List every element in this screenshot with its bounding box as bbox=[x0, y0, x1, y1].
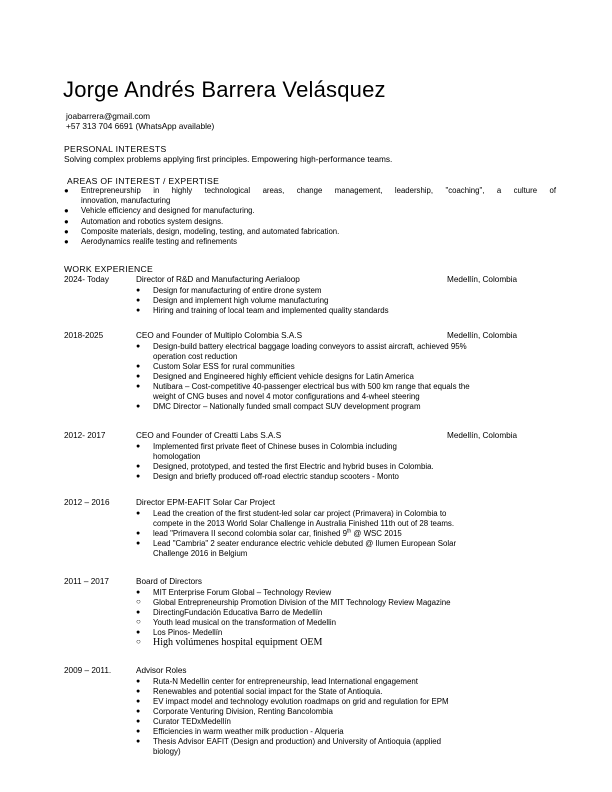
phone-text: +57 313 704 6691 (WhatsApp available) bbox=[66, 121, 215, 131]
bullet-icon: ● bbox=[136, 728, 141, 735]
bullet-icon: ● bbox=[136, 307, 141, 314]
bullet-icon: ● bbox=[136, 287, 141, 294]
bullet-icon: ● bbox=[64, 216, 69, 226]
list-item: ● Automation and robotics system designs. bbox=[64, 216, 224, 226]
personal-interests-heading: PERSONAL INTERESTS bbox=[64, 144, 167, 154]
list-item: ● Design and implement high volume manufacturing bbox=[136, 296, 329, 305]
bullet-icon: ● bbox=[136, 708, 141, 715]
bullet-icon: ● bbox=[64, 226, 69, 236]
list-item: ● Ruta-N Medellin center for entrepreneurship, lead International engagement bbox=[136, 677, 418, 686]
job-location: Medellín, Colombia bbox=[447, 275, 518, 284]
bullet-icon: ● bbox=[136, 589, 141, 596]
list-item-continuation: compete in the 2013 World Solar Challenge in Australia Finished 11th out of 28 teams. bbox=[153, 519, 455, 528]
bullet-icon: ● bbox=[136, 688, 141, 695]
list-item-continuation: weight of CNG buses and novel 4 motor configurations and 4-wheel steering bbox=[153, 392, 420, 401]
job-dates: 2011 – 2017 bbox=[64, 577, 109, 586]
job-title: Advisor Roles bbox=[136, 666, 187, 675]
list-item: ● Composite materials, design, modeling, testing, and automated fabrication. bbox=[64, 226, 340, 236]
list-item-continuation: operation cost reduction bbox=[153, 352, 238, 361]
list-item-continuation: Challenge 2016 in Belgium bbox=[153, 549, 248, 558]
resume-name: Jorge Andrés Barrera Velásquez bbox=[63, 77, 386, 102]
email-text: joabarrera@gmail.com bbox=[66, 111, 151, 121]
list-item: ● Corporate Venturing Division, Renting Bancolombia bbox=[136, 707, 333, 716]
bullet-icon: ● bbox=[136, 698, 141, 705]
bullet-icon: ● bbox=[64, 237, 69, 247]
job-title: CEO and Founder of Creatti Labs S.A.S bbox=[136, 431, 282, 440]
job-bullets bbox=[136, 677, 536, 757]
job-location: Medellín, Colombia bbox=[447, 431, 518, 440]
bullet-icon: ● bbox=[136, 373, 141, 380]
bullet-icon: ● bbox=[136, 718, 141, 725]
areas-heading: AREAS OF INTEREST / EXPERTISE bbox=[67, 176, 220, 186]
list-item: ○ Global Entrepreneurship Promotion Division of the MIT Technology Review Magazine bbox=[136, 597, 451, 607]
job-dates: 2009 – 2011. bbox=[64, 666, 112, 675]
bullet-icon: ● bbox=[136, 297, 141, 304]
list-item: ● lead "Primavera II second colombia solar car, finished 9th @ WSC 2015 bbox=[136, 528, 402, 538]
circle-bullet-icon: ○ bbox=[136, 597, 141, 606]
bullet-icon: ● bbox=[136, 403, 141, 410]
work-experience-heading: WORK EXPERIENCE bbox=[64, 264, 154, 274]
list-item: ● Lead the creation of the first student-led solar car project (Primavera) in Colombia to bbox=[136, 509, 447, 518]
bullet-icon: ● bbox=[136, 463, 141, 470]
list-item: ○ High volúmenes hospital equipment OEM bbox=[136, 637, 323, 648]
list-item: ● Los Pinos- Medellín bbox=[136, 628, 223, 637]
bullet-icon: ● bbox=[136, 363, 141, 370]
job-title: CEO and Founder of Multiplo Colombia S.A.S bbox=[136, 331, 303, 340]
circle-bullet-icon: ○ bbox=[136, 637, 141, 646]
bullet-icon: ● bbox=[64, 186, 69, 195]
job-dates: 2018-2025 bbox=[64, 331, 104, 340]
list-item: ● Curator TEDxMedellín bbox=[136, 717, 231, 726]
job-bullets bbox=[136, 509, 536, 559]
job-bullets bbox=[136, 342, 536, 412]
bullet-icon: ● bbox=[136, 530, 141, 537]
job-title: Director EPM-EAFIT Solar Car Project bbox=[136, 498, 276, 507]
list-item: ● Aerodynamics realife testing and refinements bbox=[64, 237, 238, 247]
circle-bullet-icon: ○ bbox=[136, 617, 141, 626]
bullet-icon: ● bbox=[136, 443, 141, 450]
list-item: ● Hiring and training of local team and implemented quality standards bbox=[136, 306, 389, 315]
bullet-icon: ● bbox=[64, 206, 69, 216]
job-dates: 2012- 2017 bbox=[64, 431, 106, 440]
list-item: ● Designed, prototyped, and tested the first Electric and hybrid buses in Colombia. bbox=[136, 462, 434, 471]
list-item: ● Nutibara – Cost-competitive 40-passenger electrical bus with 500 km range that equals the bbox=[136, 382, 470, 391]
job-location: Medellín, Colombia bbox=[447, 331, 518, 340]
list-item: ● Custom Solar ESS for rural communities bbox=[136, 362, 295, 371]
bullet-icon: ● bbox=[136, 343, 141, 350]
areas-list bbox=[64, 186, 556, 247]
list-item-continuation: biology) bbox=[153, 747, 181, 756]
bullet-icon: ● bbox=[136, 510, 141, 517]
list-item: ● DirectingFundación Educativa Barro de Medellín bbox=[136, 608, 323, 617]
list-item: ● Renewables and potential social impact for the State of Antioquia. bbox=[136, 687, 383, 696]
list-item: ● EV impact model and technology evolution roadmaps on grid and regulation for EPM bbox=[136, 697, 449, 706]
personal-interests-text: Solving complex problems applying first principles. Empowering high-performance teams. bbox=[64, 154, 393, 164]
bullet-icon: ● bbox=[136, 383, 141, 390]
bullet-icon: ● bbox=[136, 738, 141, 745]
list-item: ● Lead "Cambria" 2 seater endurance electric vehicle debuted @ Ilumen European Solar bbox=[136, 539, 457, 548]
list-item-continuation: innovation, manufacturing bbox=[81, 196, 171, 206]
list-item: ● Entrepreneurship in highly technological areas, change management, leadership, "coaching", a culture of bbox=[64, 186, 556, 195]
list-item: ● Thesis Advisor EAFIT (Design and production) and University of Antioquia (applied bbox=[136, 737, 442, 746]
bullet-icon: ● bbox=[136, 629, 141, 636]
job-title: Board of Directors bbox=[136, 577, 202, 586]
list-item: ○ Youth lead musical on the transformation of Medellin bbox=[136, 617, 337, 627]
list-item: ● Efficiencies in warm weather milk production - Alqueria bbox=[136, 727, 344, 736]
job-bullets bbox=[136, 442, 536, 482]
bullet-icon: ● bbox=[136, 473, 141, 480]
list-item: ● DMC Director – Nationally funded small compact SUV development program bbox=[136, 402, 421, 411]
list-item: ● Implemented first private fleet of Chinese buses in Colombia including bbox=[136, 442, 397, 451]
job-dates: 2024- Today bbox=[64, 275, 109, 284]
list-item: ● Design and briefly produced off-road electric standup scooters - Monto bbox=[136, 472, 399, 481]
job-dates: 2012 – 2016 bbox=[64, 498, 110, 507]
bullet-icon: ● bbox=[136, 678, 141, 685]
bullet-icon: ● bbox=[136, 609, 141, 616]
list-item: ● MIT Enterprise Forum Global – Technology Review bbox=[136, 588, 332, 597]
list-item: ● Design-build battery electrical baggage loading conveyors to assist aircraft, achieved 95% bbox=[136, 342, 467, 351]
list-item: ● Design for manufacturing of entire drone system bbox=[136, 286, 322, 295]
list-item: ● Vehicle efficiency and designed for manufacturing. bbox=[64, 206, 255, 216]
list-item: ● Designed and Engineered highly efficient vehicle designs for Latin America bbox=[136, 372, 414, 381]
list-item-continuation: homologation bbox=[153, 452, 201, 461]
job-bullets bbox=[136, 588, 536, 648]
job-bullets bbox=[136, 286, 536, 316]
job-title: Director of R&D and Manufacturing Aerialoop bbox=[136, 275, 300, 284]
bullet-icon: ● bbox=[136, 540, 141, 547]
